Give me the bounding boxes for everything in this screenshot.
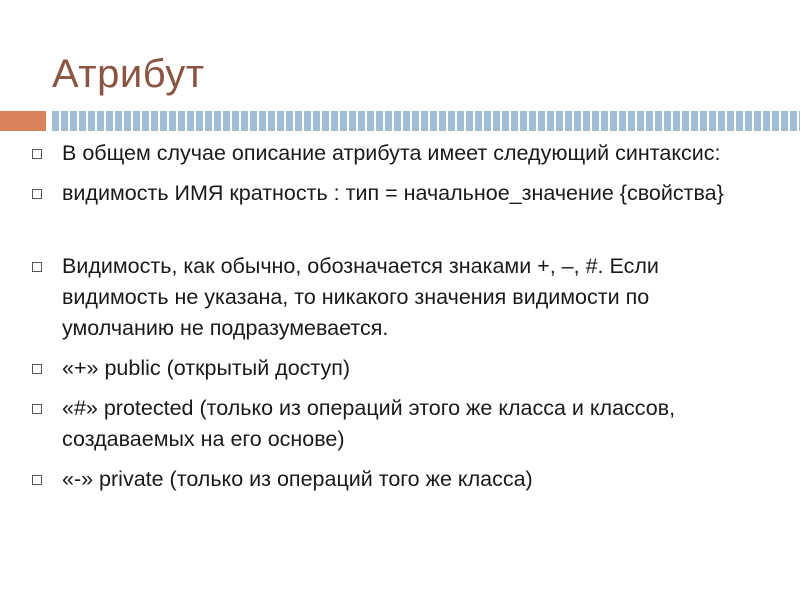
list-item [30, 178, 760, 209]
list-item-text: «+» public (открытый доступ) [62, 356, 351, 380]
list-item-text: видимость ИМЯ кратность : тип = начальное_значение {свойства} [62, 181, 724, 205]
title-decorative-bar [52, 111, 800, 131]
list-item-text: В общем случае описание атрибута имеет следующий синтаксис: [62, 141, 721, 165]
title-accent-bar [0, 111, 46, 131]
list-item-text: Видимость, как обычно, обозначается знаками +, –, #. Если видимость не указана, то никакого значения видимости по умолчанию не подразумевается. [62, 254, 659, 340]
hollow-square-icon [32, 149, 42, 159]
list-item [30, 138, 760, 169]
hollow-square-icon [32, 262, 42, 272]
hollow-square-icon [32, 364, 42, 374]
hollow-square-icon [32, 189, 42, 199]
list-item [30, 251, 760, 344]
list-item-text: «-» private (только из операций того же класса) [62, 467, 533, 491]
list-item-text: «#» protected (только из операций этого же класса и классов, создаваемых на его основе) [62, 396, 676, 451]
hollow-square-icon [32, 404, 42, 414]
spacer [30, 218, 760, 251]
bullet-list [30, 138, 760, 504]
list-item [30, 353, 760, 384]
list-item [30, 393, 760, 455]
slide-title: Атрибут [52, 52, 205, 96]
list-item [30, 464, 760, 495]
hollow-square-icon [32, 475, 42, 485]
